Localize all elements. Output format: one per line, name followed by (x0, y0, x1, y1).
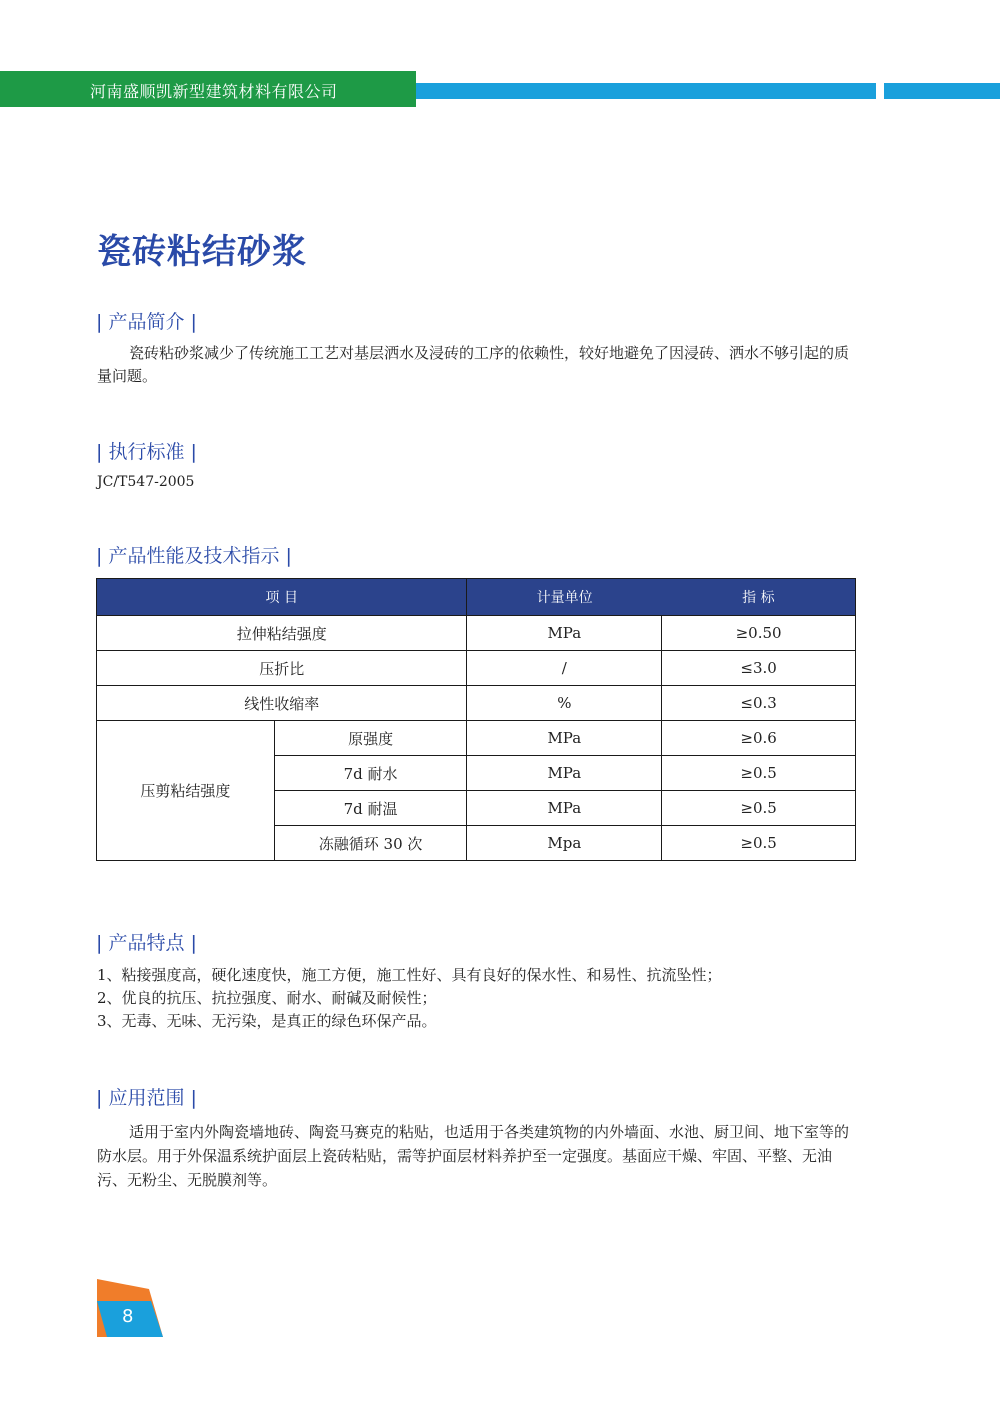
header-value: 指 标 (662, 579, 856, 616)
cell-item: 冻融循环 30 次 (274, 826, 467, 861)
cell-item: 原强度 (274, 721, 467, 756)
cell-value: ≥0.50 (662, 616, 856, 651)
table-row (97, 686, 856, 721)
cell-item: 拉伸粘结强度 (97, 616, 467, 651)
cell-unit: Mpa (467, 826, 662, 861)
cell-item: 压折比 (97, 651, 467, 686)
table-row (97, 721, 856, 756)
cell-unit: MPa (467, 791, 662, 826)
header-company-bar (0, 71, 416, 107)
page-title: 瓷砖粘结砂浆 (97, 232, 307, 272)
header-unit: 计量单位 (467, 579, 662, 616)
table-row (97, 651, 856, 686)
cell-group-label: 压剪粘结强度 (97, 721, 275, 861)
cell-unit: MPa (467, 756, 662, 791)
section-heading-features: | 产品特点 | (96, 932, 197, 954)
page-number: 8 (122, 1306, 134, 1327)
cell-item: 线性收缩率 (97, 686, 467, 721)
table-header-row (97, 579, 856, 616)
standard-code: JC/T547-2005 (97, 474, 195, 490)
intro-text: 瓷砖粘砂浆减少了传统施工工艺对基层洒水及浸砖的工序的依赖性，较好地避免了因浸砖、洒水不够引起的质量问题。 (97, 344, 850, 385)
cell-value: ≥0.5 (662, 791, 856, 826)
section-heading-standard: | 执行标准 | (96, 441, 197, 463)
feature-item: 2、优良的抗压、抗拉强度、耐水、耐碱及耐候性； (97, 989, 437, 1007)
spec-table (96, 578, 856, 861)
cell-value: ≥0.5 (662, 826, 856, 861)
cell-item: 7d 耐水 (274, 756, 467, 791)
cell-value: ≥0.5 (662, 756, 856, 791)
cell-value: ≤0.3 (662, 686, 856, 721)
cell-item: 7d 耐温 (274, 791, 467, 826)
cell-unit: % (467, 686, 662, 721)
feature-item: 3、无毒、无味、无污染，是真正的绿色环保产品。 (97, 1012, 437, 1030)
header-blue-stripe-end (884, 83, 1000, 99)
cell-unit: / (467, 651, 662, 686)
features-list (97, 964, 857, 1033)
header-blue-stripe (416, 83, 876, 99)
section-heading-intro: | 产品简介 | (96, 311, 197, 333)
section-heading-performance: | 产品性能及技术指示 | (96, 545, 292, 567)
cell-unit: MPa (467, 616, 662, 651)
cell-value: ≥0.6 (662, 721, 856, 756)
header-item: 项 目 (97, 579, 467, 616)
feature-item: 1、粘接强度高，硬化速度快，施工方便，施工性好、具有良好的保水性、和易性、抗流坠性； (97, 966, 722, 984)
table-row (97, 616, 856, 651)
cell-unit: MPa (467, 721, 662, 756)
company-name: 河南盛顺凯新型建筑材料有限公司 (90, 82, 338, 101)
application-text: 适用于室内外陶瓷墙地砖、陶瓷马赛克的粘贴，也适用于各类建筑物的内外墙面、水池、厨卫间、地下室等的防水层。用于外保温系统护面层上瓷砖粘贴，需等护面层材料养护至一定强度。基面应干燥、牢固、平整、无油污、无粉尘、无脱膜剂等。 (97, 1123, 850, 1189)
section-heading-application: | 应用范围 | (96, 1087, 197, 1109)
cell-value: ≤3.0 (662, 651, 856, 686)
